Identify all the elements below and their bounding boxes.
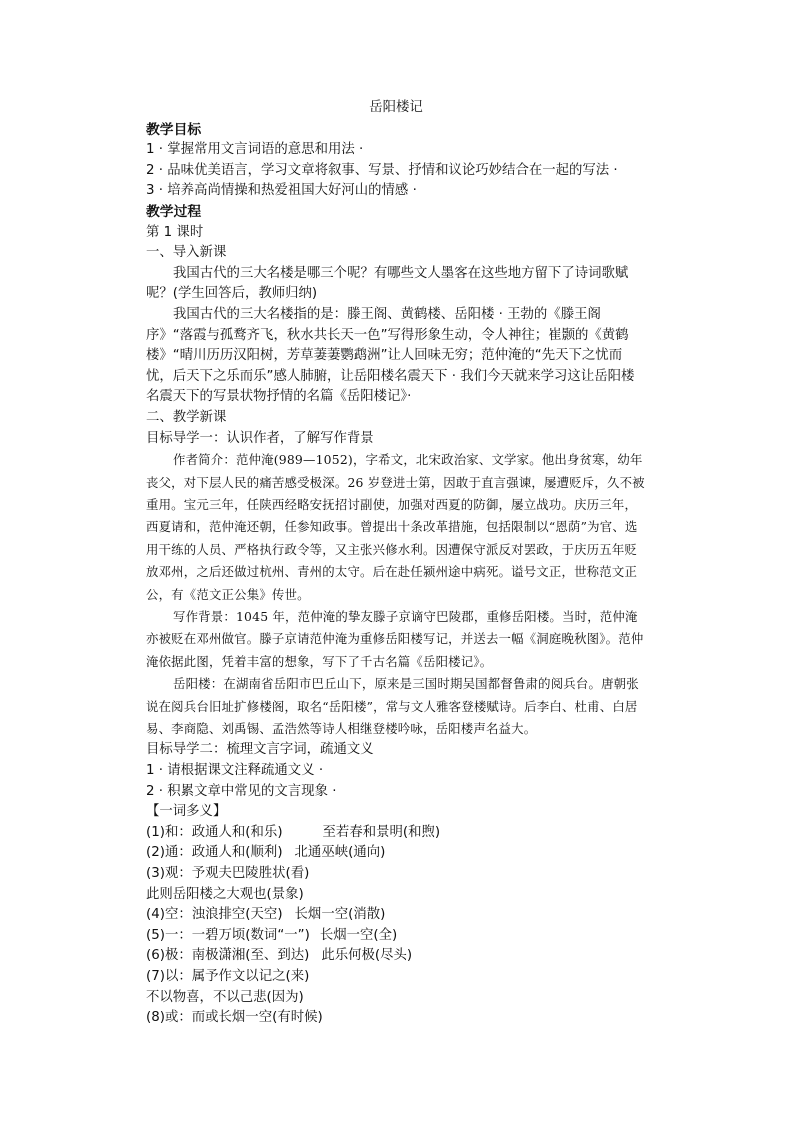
polysemy-entry-2-b: 北通巫峡(通向) <box>294 845 386 861</box>
polysemy-entry-1 <box>146 823 646 844</box>
polysemy-entry-8a: (8)或：而或长烟一空(有时候) <box>146 1010 323 1026</box>
yueyang-tower-paragraph: 岳阳楼：在湖南省岳阳市巴丘山下，原来是三国时期吴国都督鲁肃的阅兵台。唐朝张说在阅兵台旧址扩修楼阁，取名“岳阳楼”，常与文人雅客登楼赋诗。后李白、杜甫、白居易、李商隐、刘禹锡、孟浩然等诗人相继登楼吟咏，岳阳楼声名益大。 <box>146 676 639 736</box>
target-1-heading: 目标导学一：认识作者，了解写作背景 <box>146 430 374 446</box>
polysemy-entry-3b: 此则岳阳楼之大观也(景象) <box>146 886 304 902</box>
task-item-2: 2 · 积累文章中常见的文言现象 · <box>146 783 337 799</box>
polysemy-entry-4 <box>146 905 646 926</box>
polysemy-entry-6-a: (6)极：南极潇湘(至、到达) <box>146 948 310 964</box>
polysemy-entry-6-b: 此乐何极(尽头) <box>321 948 413 964</box>
author-intro-paragraph: 作者简介：范仲淹(989—1052)，字希文，北宋政治家、文学家。他出身贫寒，幼年丧父，对下层人民的痛苦感受极深。26 岁登进士第，因敢于直言强谏，屡遭贬斥，久不被重用。宝元三年，任陕西经略安抚招讨副使，加强对西夏的防御，屡立战功。庆历三年，西夏请和，范仲淹还朝，任参知政事。曾提出十条改革措施，包括限制以“恩荫”为官、选用干练的人员、严格执行政令等，又主张兴修水利。因遭保守派反对罢政，于庆历五年贬放邓州，之后还做过杭州、青州的太守。后在赴任颍州途中病死。谥号文正，世称范文正公，有《范文正公集》传世。 <box>146 452 645 602</box>
task-item-1: 1 · 请根据课文注释疏通文义 · <box>146 762 324 778</box>
polysemy-entry-1-a: (1)和：政通人和(和乐) <box>146 824 283 840</box>
lesson-label: 第 1 课时 <box>146 224 204 240</box>
document-body <box>146 98 646 1029</box>
polysemy-entry-5 <box>146 926 646 947</box>
polysemy-entry-4-b: 长烟一空(消散) <box>294 907 386 923</box>
goal-item-3: 3 · 培养高尚情操和热爱祖国大好河山的情感 · <box>146 183 417 199</box>
heading-teaching-process: 教学过程 <box>146 203 202 220</box>
polysemy-entry-3a: (3)观：予观夫巴陵胜状(看) <box>146 865 310 881</box>
section-new-lesson-heading: 二、教学新课 <box>146 409 227 425</box>
goal-item-2: 2 · 品味优美语言，学习文章将叙事、写景、抒情和议论巧妙结合在一起的写法 · <box>146 162 618 178</box>
polysemy-entry-5-b: 长烟一空(全) <box>319 927 398 943</box>
goal-item-1: 1 · 掌握常用文言词语的意思和用法 · <box>146 142 364 158</box>
heading-teaching-goals: 教学目标 <box>146 121 202 138</box>
section-intro-heading: 一、导入新课 <box>146 245 227 261</box>
polysemy-entry-7b: 不以物喜，不以己悲(因为) <box>146 989 304 1005</box>
polysemy-entry-4-a: (4)空：浊浪排空(天空) <box>146 907 283 923</box>
intro-question-paragraph: 我国古代的三大名楼是哪三个呢？有哪些文人墨客在这些地方留下了诗词歌赋呢？(学生回答后，教师归纳) <box>146 265 629 302</box>
polysemy-entry-2-a: (2)通：政通人和(顺利) <box>146 845 283 861</box>
polysemy-entry-1-b: 至若春和景明(和煦) <box>322 824 441 840</box>
intro-answer-paragraph: 我国古代的三大名楼指的是：滕王阁、黄鹤楼、岳阳楼 · 王勃的《滕王阁序》“落霞与孤鹜齐飞，秋水共长天一色”写得形象生动，令人神往；崔颢的《黄鹤楼》“晴川历历汉阳树，芳草萋萋鹦鹉洲”让人回味无穷；范仲淹的“先天下之忧而忧，后天下之乐而乐”感人肺腑，让岳阳楼名震天下 · 我们今天就来学习这让岳阳楼名震天下的写景状物抒情的名篇《岳阳楼记》· <box>146 306 635 405</box>
page-title: 岳阳楼记 <box>369 100 423 115</box>
polysemy-entry-5-a: (5)一：一碧万顷(数词“一”) <box>146 927 310 943</box>
polysemy-entry-6 <box>146 946 646 967</box>
polysemy-entry-2 <box>146 843 646 864</box>
target-2-heading: 目标导学二：梳理文言字词，疏通文义 <box>146 742 374 758</box>
polysemy-entry-7a: (7)以：属予作文以记之(来) <box>146 968 310 984</box>
writing-background-paragraph: 写作背景：1045 年，范仲淹的挚友滕子京谪守巴陵郡，重修岳阳楼。当时，范仲淹亦被贬在邓州做官。滕子京请范仲淹为重修岳阳楼写记，并送去一幅《洞庭晚秋图》。范仲淹依据此图，凭着丰富的想象，写下了千古名篇《岳阳楼记》。 <box>146 608 644 669</box>
polysemy-heading: 【一词多义】 <box>146 804 227 820</box>
